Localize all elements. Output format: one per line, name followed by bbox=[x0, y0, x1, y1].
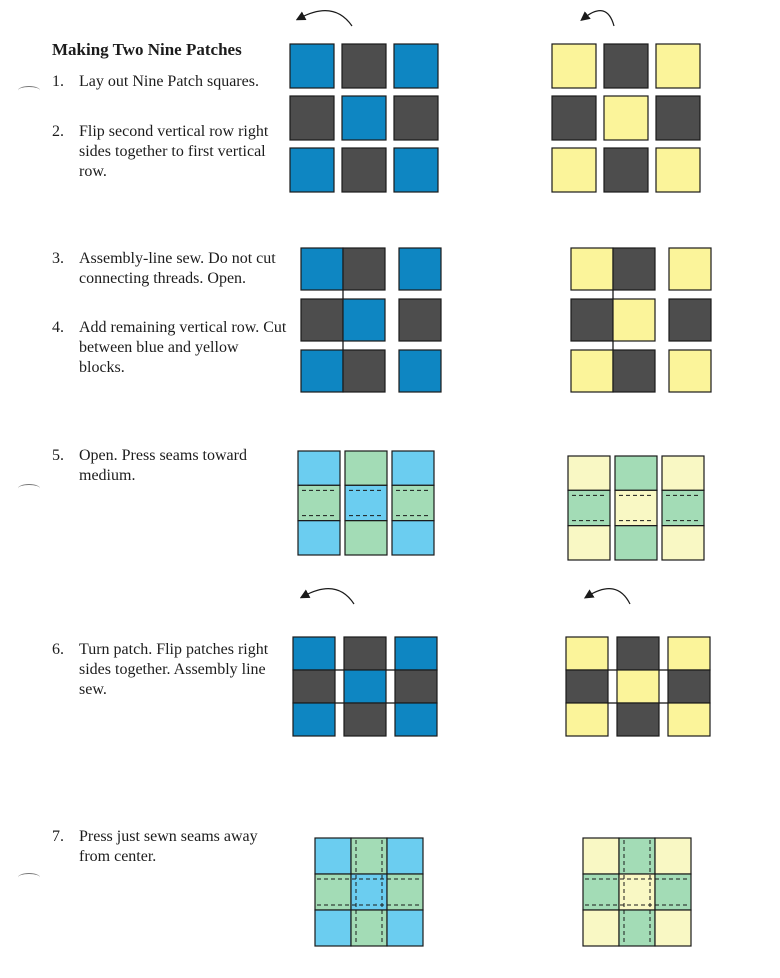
quilt-square bbox=[343, 248, 385, 290]
step-text: Open. Press seams toward medium. bbox=[79, 447, 247, 484]
quilt-square bbox=[617, 670, 659, 703]
quilt-square bbox=[668, 637, 710, 670]
step-text: Add remaining vertical row. Cut between blue and yellow blocks. bbox=[79, 319, 287, 376]
step-text: Press just sewn seams away from center. bbox=[79, 828, 258, 865]
step-number: 2. bbox=[52, 123, 64, 140]
flip-arrow-icon bbox=[300, 11, 352, 26]
quilt-square bbox=[293, 637, 335, 670]
quilt-square bbox=[399, 299, 441, 341]
quilt-square bbox=[394, 148, 438, 192]
quilt-square bbox=[583, 910, 619, 946]
quilt-square bbox=[344, 670, 386, 703]
quilt-square bbox=[604, 44, 648, 88]
flip-arrow-icon bbox=[588, 589, 630, 604]
step-number: 4. bbox=[52, 319, 64, 336]
quilt-square bbox=[656, 44, 700, 88]
quilt-square bbox=[301, 299, 343, 341]
quilt-square bbox=[395, 670, 437, 703]
quilt-square bbox=[392, 521, 434, 555]
quilt-square bbox=[315, 838, 351, 874]
quilt-square bbox=[399, 248, 441, 290]
quilt-square bbox=[298, 451, 340, 485]
quilt-square bbox=[655, 910, 691, 946]
step-text: Turn patch. Flip patches right sides together. Assembly line sew. bbox=[79, 641, 269, 698]
quilt-square bbox=[617, 703, 659, 736]
quilt-square bbox=[617, 637, 659, 670]
quilt-square bbox=[604, 96, 648, 140]
quilt-square bbox=[343, 350, 385, 392]
quilt-square bbox=[662, 526, 704, 560]
quilt-square bbox=[613, 350, 655, 392]
quilt-square bbox=[566, 637, 608, 670]
quilt-square bbox=[343, 299, 385, 341]
step-number: 7. bbox=[52, 828, 64, 845]
quilt-square bbox=[656, 96, 700, 140]
quilt-square bbox=[395, 637, 437, 670]
quilt-square bbox=[399, 350, 441, 392]
quilt-square bbox=[613, 299, 655, 341]
quilt-square bbox=[342, 96, 386, 140]
quilt-square bbox=[655, 838, 691, 874]
quilt-square bbox=[668, 703, 710, 736]
quilt-square bbox=[669, 299, 711, 341]
quilt-square bbox=[656, 148, 700, 192]
step-number: 1. bbox=[52, 73, 64, 90]
quilt-square bbox=[342, 44, 386, 88]
page-title: Making Two Nine Patches bbox=[52, 40, 242, 59]
quilt-square bbox=[395, 703, 437, 736]
step-text: Assembly-line sew. Do not cut connecting threads. Open. bbox=[79, 250, 276, 287]
quilt-square bbox=[552, 148, 596, 192]
quilt-square bbox=[290, 44, 334, 88]
quilt-square bbox=[344, 703, 386, 736]
quilt-square bbox=[668, 670, 710, 703]
quilt-square bbox=[290, 96, 334, 140]
quilt-square bbox=[293, 670, 335, 703]
quilt-square bbox=[583, 838, 619, 874]
flip-arrow-icon bbox=[304, 589, 354, 604]
quilt-square bbox=[345, 451, 387, 485]
step-number: 3. bbox=[52, 250, 64, 267]
quilt-square bbox=[552, 44, 596, 88]
quilt-square bbox=[301, 248, 343, 290]
quilt-square bbox=[293, 703, 335, 736]
quilt-square bbox=[394, 44, 438, 88]
step-number: 6. bbox=[52, 641, 64, 658]
quilt-square bbox=[566, 670, 608, 703]
quilt-square bbox=[342, 148, 386, 192]
quilt-square bbox=[604, 148, 648, 192]
step-number: 5. bbox=[52, 447, 64, 464]
step-text: Lay out Nine Patch squares. bbox=[79, 73, 259, 90]
quilt-square bbox=[669, 248, 711, 290]
quilt-square bbox=[669, 350, 711, 392]
quilt-square bbox=[301, 350, 343, 392]
flip-arrow-icon bbox=[584, 11, 614, 26]
quilt-square bbox=[345, 521, 387, 555]
quilt-square bbox=[552, 96, 596, 140]
quilt-square bbox=[387, 910, 423, 946]
quilt-square bbox=[566, 703, 608, 736]
step-text: Flip second vertical row right sides together to first vertical row. bbox=[79, 123, 269, 180]
quilt-square bbox=[315, 910, 351, 946]
quilt-square bbox=[571, 299, 613, 341]
quilt-square bbox=[615, 456, 657, 490]
quilt-square bbox=[290, 148, 334, 192]
quilt-square bbox=[568, 456, 610, 490]
quilt-square bbox=[387, 838, 423, 874]
quilt-square bbox=[344, 637, 386, 670]
quilt-square bbox=[571, 350, 613, 392]
quilt-square bbox=[392, 451, 434, 485]
quilt-square bbox=[662, 456, 704, 490]
quilt-square bbox=[394, 96, 438, 140]
quilt-square bbox=[298, 521, 340, 555]
quilt-square bbox=[571, 248, 613, 290]
quilt-square bbox=[615, 526, 657, 560]
quilt-square bbox=[613, 248, 655, 290]
quilt-square bbox=[568, 526, 610, 560]
